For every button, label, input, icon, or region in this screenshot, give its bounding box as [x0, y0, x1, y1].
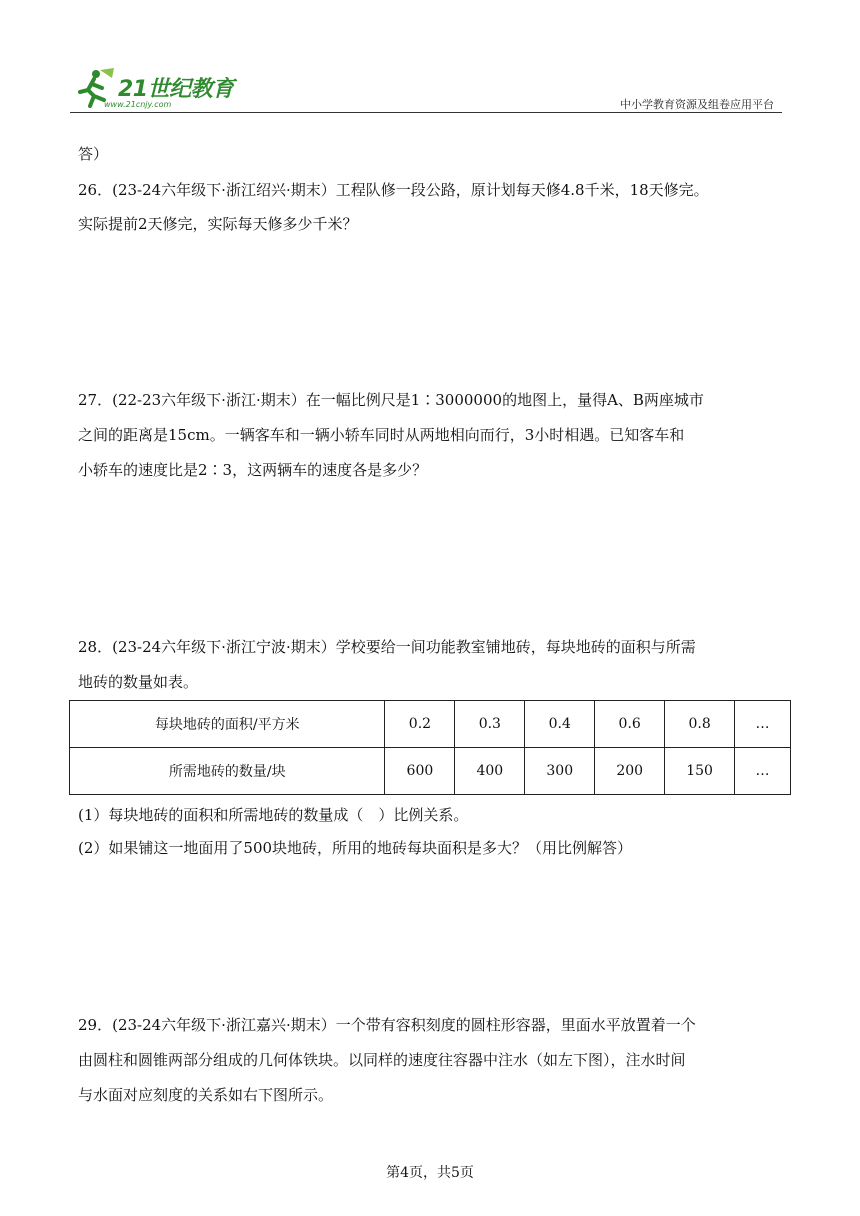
question-29-line-3: 与水面对应刻度的关系如右下图所示。	[78, 1086, 334, 1104]
logo-url: www.21cnjy.com	[104, 100, 172, 109]
question-27-line-3: 小轿车的速度比是2∶3，这两辆车的速度各是多少？	[78, 461, 428, 479]
question-26-line-2: 实际提前2天修完，实际每天修多少千米？	[78, 215, 358, 233]
table-cell: 0.6	[595, 701, 665, 748]
platform-name: 中小学教育资源及组卷应用平台	[620, 98, 774, 111]
table-cell: 300	[525, 748, 595, 795]
table-cell: 200	[595, 748, 665, 795]
table-cell: 0.3	[455, 701, 525, 748]
table-cell: …	[735, 748, 791, 795]
question-29-line-1: 29．(23-24六年级下·浙江嘉兴·期末）一个带有容积刻度的圆柱形容器，里面水平放置着一个	[78, 1016, 696, 1034]
table-row	[70, 748, 791, 795]
table-cell: 0.2	[385, 701, 455, 748]
page-header	[70, 62, 782, 114]
question-27-line-2: 之间的距离是15cm。一辆客车和一辆小轿车同时从两地相向而行，3小时相遇。已知客车和	[78, 426, 685, 444]
table-cell: 150	[665, 748, 735, 795]
question-28-part-2: (2）如果铺这一地面用了500块地砖，所用的地砖每块面积是多大？（用比例解答）	[78, 839, 633, 857]
header-divider	[70, 112, 782, 113]
table-cell: …	[735, 701, 791, 748]
table-cell: 0.8	[665, 701, 735, 748]
question-27-line-1: 27．(22-23六年级下·浙江·期末）在一幅比例尺是1∶3000000的地图上，量得A、B两座城市	[78, 391, 704, 409]
page-number: 第4页，共5页	[386, 1165, 474, 1181]
table-cell: 600	[385, 748, 455, 795]
question-28-part-1: (1）每块地砖的面积和所需地砖的数量成（ ）比例关系。	[78, 806, 469, 824]
table-cell: 0.4	[525, 701, 595, 748]
question-29-line-2: 由圆柱和圆锥两部分组成的几何体铁块。以同样的速度往容器中注水（如左下图），注水时间	[78, 1051, 686, 1069]
table-row	[70, 701, 791, 748]
question-28-line-2: 地砖的数量如表。	[78, 673, 199, 691]
logo-text: 21世纪教育	[118, 77, 234, 102]
text-line: 答）	[78, 145, 109, 163]
table-cell: 400	[455, 748, 525, 795]
question-26-line-1: 26．(23-24六年级下·浙江绍兴·期末）工程队修一段公路，原计划每天修4.8千米，18天修完。	[78, 181, 709, 199]
logo	[74, 68, 264, 112]
question-28-line-1: 28．(23-24六年级下·浙江宁波·期末）学校要给一间功能教室铺地砖，每块地砖的面积与所需	[78, 638, 696, 656]
table-header-cell: 每块地砖的面积/平方米	[70, 701, 385, 748]
tile-table	[69, 700, 791, 795]
table-header-cell: 所需地砖的数量/块	[70, 748, 385, 795]
